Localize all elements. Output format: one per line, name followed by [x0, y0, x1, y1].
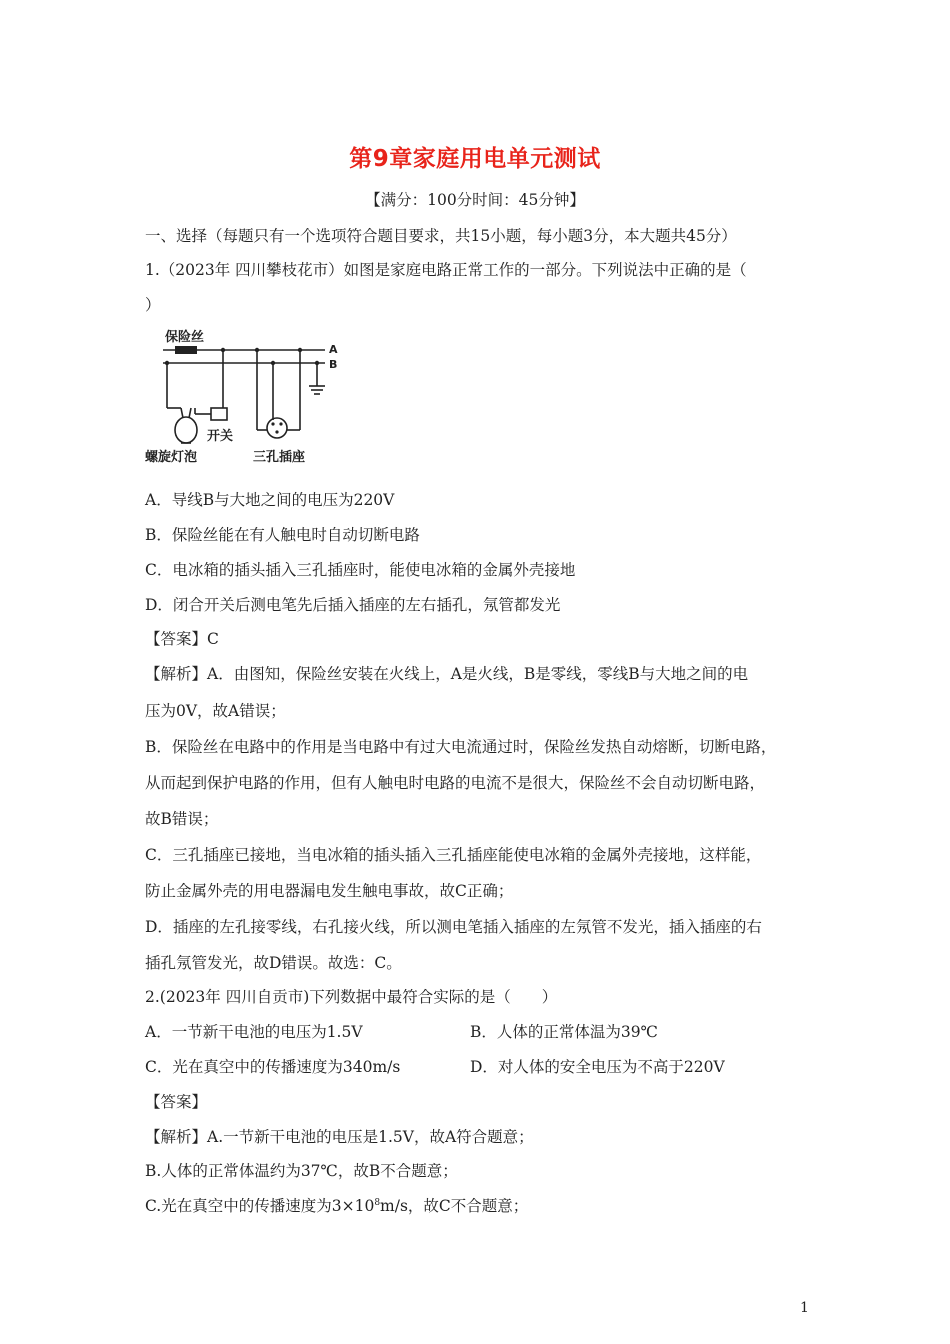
section-heading: 一、选择（每题只有一个选项符合题目要求，共15小题，每小题3分，本大题共45分）: [145, 227, 737, 245]
q1-analysis-line: 【解析】A．由图知，保险丝安装在火线上，A是火线，B是零线，零线B与大地之间的电: [145, 665, 749, 683]
q2-option-d: D．对人体的安全电压为不高于220V: [470, 1058, 725, 1076]
q1-analysis-line: 插孔氖管发光，故D错误。故选：C。: [145, 954, 402, 972]
score-time-info: 【满分：100分时间：45分钟】: [365, 191, 585, 209]
q1-analysis-line: 故B错误；: [145, 810, 219, 828]
q1-analysis-line: B．保险丝在电路中的作用是当电路中有过大电流通过时，保险丝发热自动熔断，切断电路，: [145, 738, 777, 756]
page-number: 1: [800, 1300, 809, 1316]
q1-analysis-line: D．插座的左孔接零线，右孔接火线，所以测电笔插入插座的左氖管不发光，插入插座的右: [145, 918, 762, 936]
q1-option-c: C．电冰箱的插头插入三孔插座时，能使电冰箱的金属外壳接地: [145, 561, 576, 579]
q1-option-b: B．保险丝能在有人触电时自动切断电路: [145, 526, 420, 544]
socket-label: 三孔插座: [253, 450, 306, 465]
q1-analysis-line: 从而起到保护电路的作用，但有人触电时电路的电流不是很大，保险丝不会自动切断电路，: [145, 774, 766, 792]
q2-answer: 【答案】: [145, 1093, 208, 1111]
q2-stem: 2.(2023年 四川自贡市)下列数据中最符合实际的是（ ）: [145, 988, 558, 1006]
q1-answer: 【答案】C: [145, 630, 219, 648]
bulb-label: 螺旋灯泡: [145, 450, 198, 465]
q1-analysis-line: 压为0V，故A错误；: [145, 702, 286, 720]
q1-stem-line1: 1.（2023年 四川攀枝花市）如图是家庭电路正常工作的一部分。下列说法中正确的是（: [145, 261, 747, 279]
q1-analysis-line: 防止金属外壳的用电器漏电发生触电事故，故C正确；: [145, 882, 514, 900]
fuse-icon: [175, 346, 197, 354]
circuit-diagram: [145, 328, 350, 466]
q2-option-b: B．人体的正常体温为39℃: [470, 1023, 658, 1041]
exponent: 8: [374, 1197, 381, 1208]
q2-analysis-line: C.光在真空中的传播速度为$3\times 10^8m/s$，故C不合题意；: [145, 1197, 529, 1215]
switch-label: 开关: [207, 429, 234, 444]
q2-option-a: A．一节新干电池的电压为1.5V: [145, 1023, 363, 1041]
q1-stem-line2: ）: [145, 296, 161, 314]
q2-option-c: C．光在真空中的传播速度为340m/s: [145, 1058, 401, 1076]
q1-option-a: A．导线B与大地之间的电压为220V: [145, 491, 395, 509]
wire-a-label: A: [329, 343, 338, 356]
document-title: 第9章家庭用电单元测试: [349, 146, 601, 172]
q1-option-d: D．闭合开关后测电笔先后插入插座的左右插孔，氖管都发光: [145, 596, 561, 614]
q2-analysis-line: B.人体的正常体温约为37℃，故B不合题意；: [145, 1162, 458, 1180]
fuse-label: 保险丝: [165, 330, 205, 345]
wire-b-label: B: [329, 358, 338, 371]
q2-analysis-line: 【解析】A.一节新干电池的电压是1.5V，故A符合题意；: [145, 1128, 534, 1146]
q1-analysis-line: C．三孔插座已接地，当电冰箱的插头插入三孔插座能使电冰箱的金属外壳接地，这样能，: [145, 846, 762, 864]
